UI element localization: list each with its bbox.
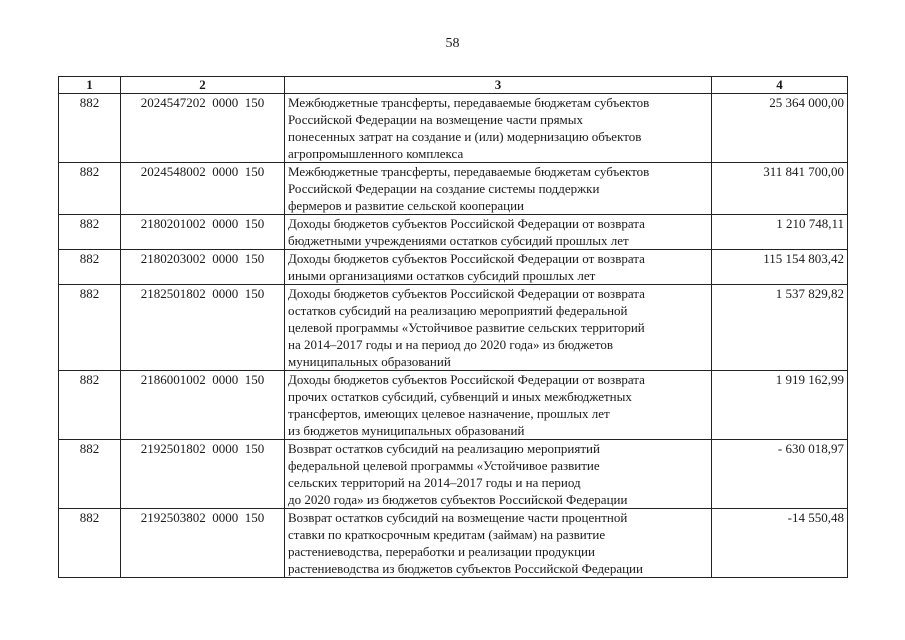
table-row [59, 440, 848, 509]
revenue-name-line: Доходы бюджетов субъектов Российской Федерации от возврата [288, 216, 645, 231]
revenue-name-line: целевой программы «Устойчивое развитие сельских территорий [288, 320, 645, 335]
column-header-2: 2 [121, 77, 285, 94]
revenue-name-line: Российской Федерации на создание системы поддержки [288, 181, 600, 196]
revenue-name-cell [285, 250, 712, 285]
revenue-name-line: прочих остатков субсидий, субвенций и иных межбюджетных [288, 389, 632, 404]
column-header-3: 3 [285, 77, 712, 94]
column-header-4: 4 [712, 77, 848, 94]
revenue-name-line: агропромышленного комплекса [288, 146, 464, 161]
revenue-name-line: Доходы бюджетов субъектов Российской Федерации от возврата [288, 372, 645, 387]
revenue-name-cell [285, 163, 712, 215]
table-row [59, 250, 848, 285]
revenue-name-cell [285, 215, 712, 250]
amount-cell: -14 550,48 [712, 509, 848, 578]
revenue-name-cell [285, 440, 712, 509]
admin-code-cell: 882 [59, 509, 121, 578]
budget-classification-code: 2024548002 0000 150 [140, 164, 265, 179]
admin-code-cell: 882 [59, 163, 121, 215]
budget-classification-code: 2192503802 0000 150 [140, 510, 265, 525]
revenue-name-cell [285, 509, 712, 578]
revenue-name-line: федеральной целевой программы «Устойчивое развитие [288, 458, 600, 473]
admin-code-cell: 882 [59, 250, 121, 285]
revenue-name-line: из бюджетов муниципальных образований [288, 423, 525, 438]
revenue-name-line: Возврат остатков субсидий на реализацию мероприятий [288, 441, 600, 456]
table-row [59, 371, 848, 440]
amount-cell: 1 919 162,99 [712, 371, 848, 440]
revenue-name-cell [285, 94, 712, 163]
code-cell [121, 509, 285, 578]
table-row [59, 285, 848, 371]
revenue-name-line: муниципальных образований [288, 354, 451, 369]
admin-code-cell: 882 [59, 285, 121, 371]
revenue-name-cell [285, 285, 712, 371]
revenue-name-line: иными организациями остатков субсидий прошлых лет [288, 268, 596, 283]
revenue-name-line: Российской Федерации на возмещение части прямых [288, 112, 584, 127]
code-cell [121, 163, 285, 215]
table-row [59, 163, 848, 215]
table-body [59, 94, 848, 578]
table-row [59, 215, 848, 250]
budget-classification-code: 2180201002 0000 150 [140, 216, 265, 231]
admin-code-cell: 882 [59, 94, 121, 163]
column-header-1: 1 [59, 77, 121, 94]
revenue-name-line: Межбюджетные трансферты, передаваемые бюджетам субъектов [288, 95, 650, 110]
table-header-row [59, 77, 848, 94]
revenue-name-line: растениеводства из бюджетов субъектов Российской Федерации [288, 561, 643, 576]
code-cell [121, 94, 285, 163]
revenue-name-line: бюджетными учреждениями остатков субсидий прошлых лет [288, 233, 629, 248]
budget-classification-code: 2180203002 0000 150 [140, 251, 265, 266]
revenue-name-line: на 2014–2017 годы и на период до 2020 года» из бюджетов [288, 337, 614, 352]
code-cell [121, 440, 285, 509]
code-cell [121, 371, 285, 440]
table-row [59, 94, 848, 163]
amount-cell: 115 154 803,42 [712, 250, 848, 285]
revenue-name-line: понесенных затрат на создание и (или) модернизацию объектов [288, 129, 642, 144]
revenue-name-line: Межбюджетные трансферты, передаваемые бюджетам субъектов [288, 164, 650, 179]
page-number: 58 [445, 36, 460, 51]
revenue-name-line: фермеров и развитие сельской кооперации [288, 198, 525, 213]
revenue-name-line: Доходы бюджетов субъектов Российской Федерации от возврата [288, 251, 645, 266]
amount-cell: 311 841 700,00 [712, 163, 848, 215]
budget-revenue-table [58, 76, 848, 578]
revenue-name-line: ставки по краткосрочным кредитам (займам) на развитие [288, 527, 606, 542]
code-cell [121, 250, 285, 285]
admin-code-cell: 882 [59, 371, 121, 440]
revenue-name-line: трансфертов, имеющих целевое назначение, прошлых лет [288, 406, 610, 421]
revenue-name-cell [285, 371, 712, 440]
revenue-name-line: Возврат остатков субсидий на возмещение части процентной [288, 510, 628, 525]
amount-cell: 1 210 748,11 [712, 215, 848, 250]
code-cell [121, 285, 285, 371]
budget-classification-code: 2192501802 0000 150 [140, 441, 265, 456]
table-row [59, 509, 848, 578]
revenue-name-line: остатков субсидий на реализацию мероприятий федеральной [288, 303, 628, 318]
amount-cell: 25 364 000,00 [712, 94, 848, 163]
budget-classification-code: 2186001002 0000 150 [140, 372, 265, 387]
admin-code-cell: 882 [59, 215, 121, 250]
amount-cell: 1 537 829,82 [712, 285, 848, 371]
amount-cell: - 630 018,97 [712, 440, 848, 509]
admin-code-cell: 882 [59, 440, 121, 509]
budget-classification-code: 2182501802 0000 150 [140, 286, 265, 301]
revenue-name-line: сельских территорий на 2014–2017 годы и на период [288, 475, 581, 490]
code-cell [121, 215, 285, 250]
revenue-name-line: Доходы бюджетов субъектов Российской Федерации от возврата [288, 286, 645, 301]
budget-classification-code: 2024547202 0000 150 [140, 95, 265, 110]
revenue-name-line: до 2020 года» из бюджетов субъектов Российской Федерации [288, 492, 628, 507]
revenue-name-line: растениеводства, переработки и реализации продукции [288, 544, 595, 559]
